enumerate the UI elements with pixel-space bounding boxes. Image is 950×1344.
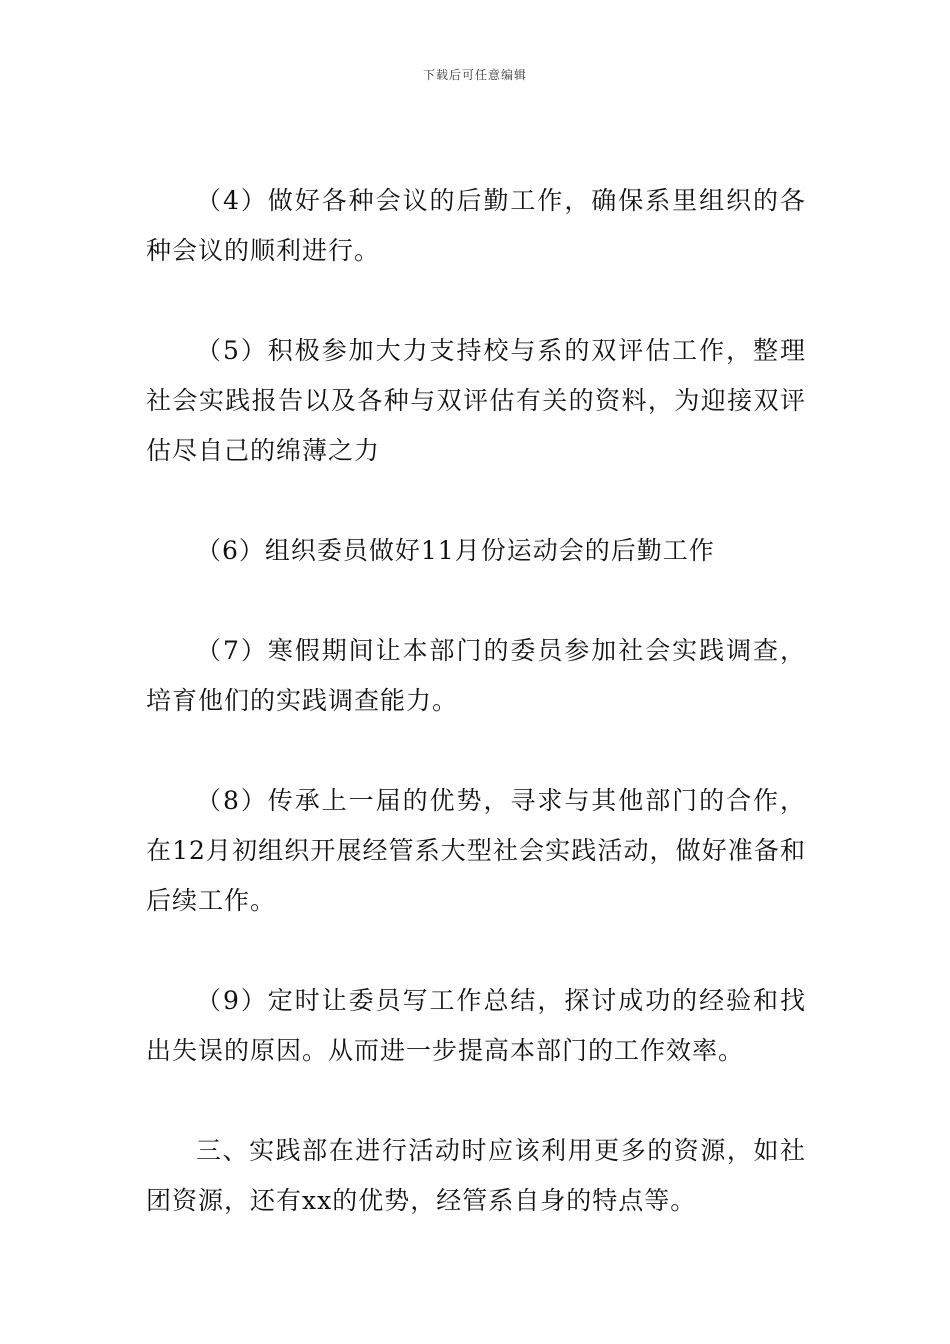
page-header: 下载后可任意编辑 — [422, 68, 527, 82]
paragraph-item-9: （9）定时让委员写工作总结，探讨成功的经验和找出失误的原因。从而进一步提高本部门的工作效率。 — [146, 986, 806, 1065]
paragraph-item-4: （4）做好各种会议的后勤工作，确保系里组织的各种会议的顺利进行。 — [146, 186, 806, 265]
paragraph-item-7: （7）寒假期间让本部门的委员参加社会实践调查，培育他们的实践调查能力。 — [146, 636, 806, 715]
document-body — [146, 176, 806, 1276]
paragraph-section-3: 三、实践部在进行活动时应该利用更多的资源，如社团资源，还有xx的优势，经管系自身的特点等。 — [146, 1136, 806, 1215]
paragraph-item-8: （8）传承上一届的优势，寻求与其他部门的合作，在12月初组织开展经管系大型社会实践活动，做好准备和后续工作。 — [146, 786, 806, 915]
paragraph-item-5: （5）积极参加大力支持校与系的双评估工作，整理社会实践报告以及各种与双评估有关的资料，为迎接双评估尽自己的绵薄之力 — [146, 336, 806, 465]
paragraph-item-6: （6）组织委员做好11月份运动会的后勤工作 — [196, 536, 715, 565]
